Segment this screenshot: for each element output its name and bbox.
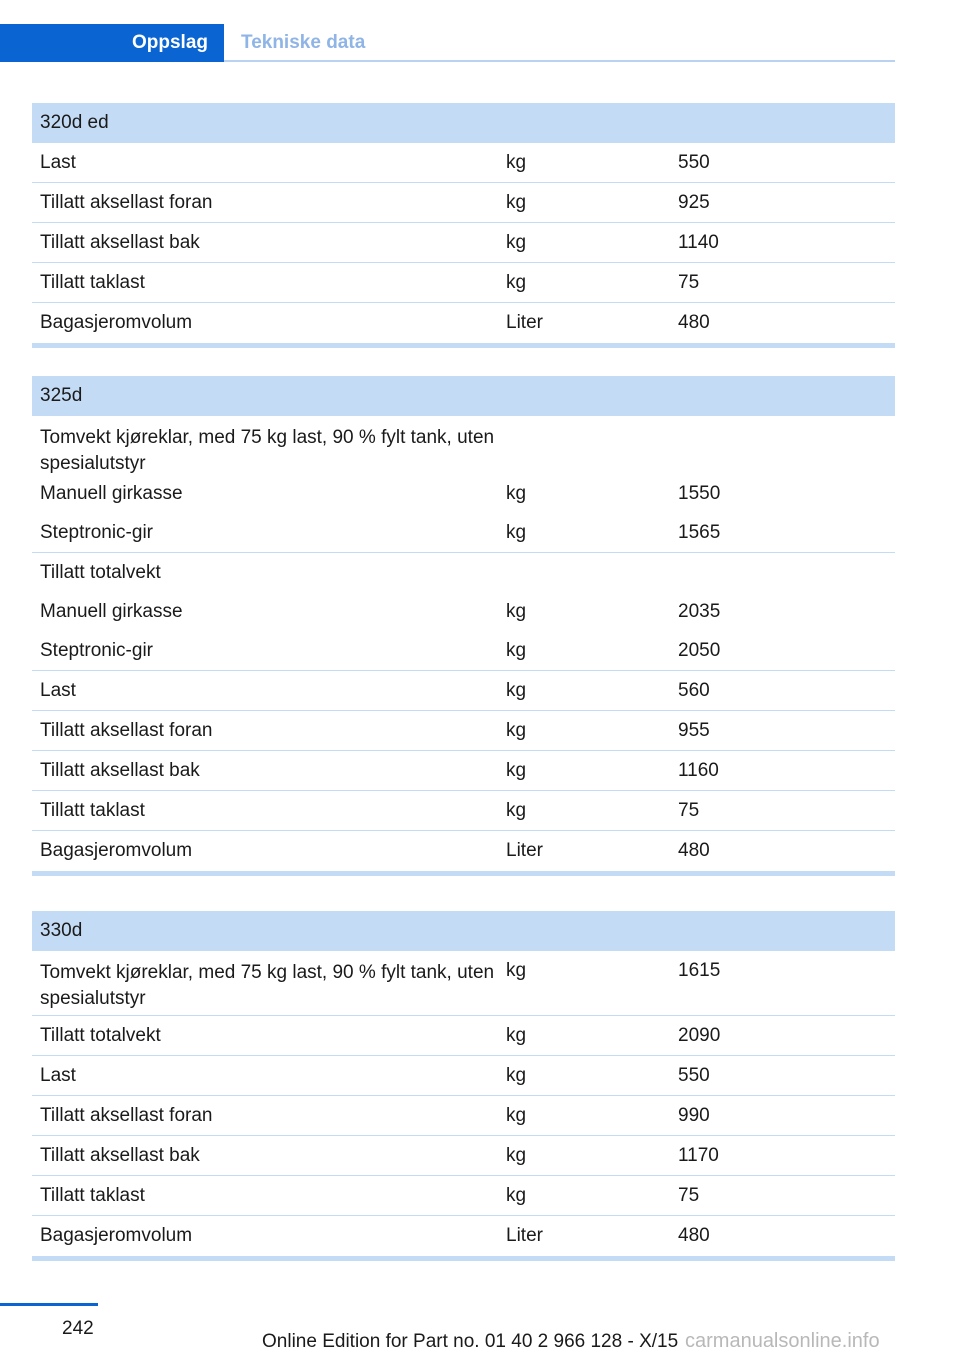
row-label: Bagasjeromvolum bbox=[40, 1225, 193, 1246]
table-row bbox=[32, 1016, 895, 1056]
row-unit: kg bbox=[506, 1064, 527, 1086]
row-label: Last bbox=[40, 679, 76, 701]
table-row bbox=[32, 303, 895, 343]
row-unit: kg bbox=[506, 600, 527, 622]
row-value: 2035 bbox=[678, 600, 721, 622]
table-row bbox=[32, 791, 895, 831]
table-row bbox=[32, 1216, 895, 1256]
row-value: 480 bbox=[678, 1225, 710, 1246]
row-value: 990 bbox=[678, 1104, 710, 1126]
table-title: 325d bbox=[32, 376, 895, 416]
row-label: Tillatt taklast bbox=[40, 799, 145, 821]
row-value: 75 bbox=[678, 271, 700, 293]
spec-table-325d bbox=[32, 376, 895, 876]
row-value: 2090 bbox=[678, 1024, 721, 1046]
row-value: 1565 bbox=[678, 521, 721, 543]
row-unit: kg bbox=[506, 960, 527, 981]
row-value: 550 bbox=[678, 1064, 710, 1086]
row-label: Tillatt aksellast bak bbox=[40, 231, 200, 253]
row-value: 480 bbox=[678, 312, 710, 333]
table-row bbox=[32, 631, 895, 671]
row-value: 1615 bbox=[678, 960, 721, 981]
row-unit: Liter bbox=[506, 1225, 543, 1246]
row-unit: kg bbox=[506, 521, 527, 543]
row-label: Bagasjeromvolum bbox=[40, 312, 193, 333]
row-unit: Liter bbox=[506, 840, 543, 861]
row-unit: kg bbox=[506, 482, 527, 504]
table-row bbox=[32, 1096, 895, 1136]
row-label: Last bbox=[40, 1064, 76, 1086]
row-label: Tomvekt kjøreklar, med 75 kg last, 90 % fylt tank, uten spesialutstyr bbox=[40, 427, 495, 474]
row-value: 560 bbox=[678, 679, 710, 701]
table-title: 320d ed bbox=[32, 103, 895, 143]
table-row bbox=[32, 183, 895, 223]
row-unit: kg bbox=[506, 271, 527, 293]
table-row bbox=[32, 513, 895, 553]
row-label: Tillatt aksellast bak bbox=[40, 759, 200, 781]
row-unit: kg bbox=[506, 1104, 527, 1126]
row-value: 955 bbox=[678, 719, 710, 741]
page-number: 242 bbox=[62, 1318, 94, 1339]
row-value: 75 bbox=[678, 1184, 700, 1206]
row-value: 75 bbox=[678, 799, 700, 821]
row-label: Manuell girkasse bbox=[40, 482, 183, 504]
table-row bbox=[32, 416, 895, 474]
row-unit: kg bbox=[506, 1184, 527, 1206]
row-value: 1140 bbox=[678, 231, 719, 253]
table-title: 330d bbox=[32, 911, 895, 951]
row-unit: kg bbox=[506, 191, 527, 213]
row-label: Tillatt totalvekt bbox=[40, 561, 161, 583]
row-label: Tomvekt kjøreklar, med 75 kg last, 90 % fylt tank, uten spesialutstyr bbox=[40, 962, 495, 1009]
row-label: Tillatt totalvekt bbox=[40, 1024, 161, 1046]
row-label: Tillatt aksellast foran bbox=[40, 1104, 213, 1126]
page-number-rule bbox=[0, 1303, 98, 1306]
spec-table-330d bbox=[32, 911, 895, 1261]
row-label: Tillatt aksellast bak bbox=[40, 1144, 200, 1166]
row-unit: kg bbox=[506, 719, 527, 741]
row-unit: kg bbox=[506, 231, 527, 253]
row-label: Tillatt taklast bbox=[40, 271, 145, 293]
table-row bbox=[32, 831, 895, 871]
row-label: Steptronic-gir bbox=[40, 521, 153, 543]
header-divider bbox=[224, 60, 895, 62]
table-row bbox=[32, 711, 895, 751]
table-bottom-rule bbox=[32, 1256, 895, 1261]
table-row bbox=[32, 951, 895, 1016]
watermark: carmanualsonline.info bbox=[685, 1330, 880, 1352]
spec-table-320d-ed bbox=[32, 103, 895, 348]
row-value: 925 bbox=[678, 191, 710, 213]
table-row bbox=[32, 143, 895, 183]
table-row bbox=[32, 474, 895, 513]
table-row bbox=[32, 1176, 895, 1216]
table-row bbox=[32, 553, 895, 592]
row-value: 1170 bbox=[678, 1144, 719, 1166]
table-row bbox=[32, 263, 895, 303]
table-row bbox=[32, 592, 895, 631]
row-label: Bagasjeromvolum bbox=[40, 840, 193, 861]
row-unit: kg bbox=[506, 679, 527, 701]
row-value: 550 bbox=[678, 151, 710, 173]
header-tabs bbox=[0, 24, 895, 62]
table-row bbox=[32, 223, 895, 263]
row-unit: kg bbox=[506, 1024, 527, 1046]
tab-tekniske-data[interactable]: Tekniske data bbox=[241, 32, 366, 53]
table-bottom-rule bbox=[32, 871, 895, 876]
row-label: Steptronic-gir bbox=[40, 639, 153, 661]
table-bottom-rule bbox=[32, 343, 895, 348]
edition-text: Online Edition for Part no. 01 40 2 966 128 - X/15 bbox=[262, 1331, 679, 1352]
row-label: Manuell girkasse bbox=[40, 600, 183, 622]
row-unit: kg bbox=[506, 799, 527, 821]
row-value: 2050 bbox=[678, 639, 721, 661]
table-row bbox=[32, 1136, 895, 1176]
row-value: 1160 bbox=[678, 759, 719, 781]
row-value: 1550 bbox=[678, 482, 721, 504]
row-unit: kg bbox=[506, 759, 527, 781]
table-row bbox=[32, 1056, 895, 1096]
row-unit: kg bbox=[506, 1144, 527, 1166]
table-row bbox=[32, 671, 895, 711]
row-value: 480 bbox=[678, 840, 710, 861]
row-unit: kg bbox=[506, 639, 527, 661]
row-label: Last bbox=[40, 151, 76, 173]
row-label: Tillatt taklast bbox=[40, 1184, 145, 1206]
row-label: Tillatt aksellast foran bbox=[40, 191, 213, 213]
tab-oppslag[interactable]: Oppslag bbox=[0, 24, 224, 62]
row-unit: kg bbox=[506, 151, 527, 173]
row-unit: Liter bbox=[506, 312, 543, 333]
table-row bbox=[32, 751, 895, 791]
row-label: Tillatt aksellast foran bbox=[40, 719, 213, 741]
